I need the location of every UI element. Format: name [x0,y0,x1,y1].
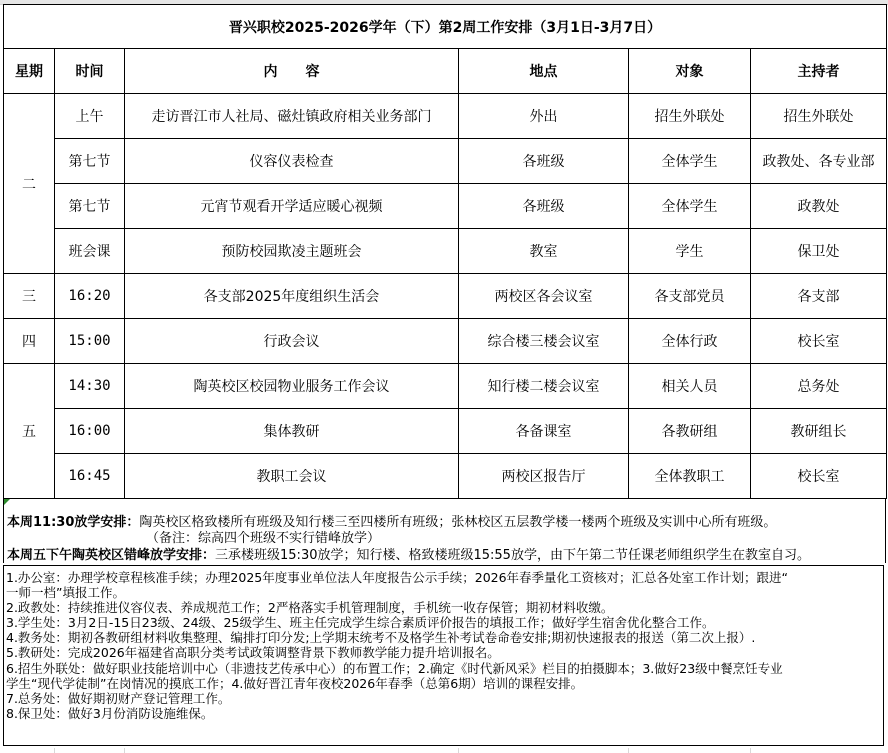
header-row [4,49,887,94]
dismissal-label: 本周11:30放学安排： [7,515,140,530]
content-cell[interactable]: 预防校园欺凌主题班会 [125,229,459,274]
schedule-title[interactable]: 晋兴职校2025-2026学年（下）第2周工作安排（3月1日-3月7日） [4,5,887,49]
host-cell[interactable]: 校长室 [751,454,887,499]
content-cell[interactable]: 教职工会议 [125,454,459,499]
time-cell[interactable]: 第七节 [55,184,125,229]
time-cell[interactable]: 上午 [55,94,125,139]
host-cell[interactable]: 教研组长 [751,409,887,454]
content-cell[interactable]: 集体教研 [125,409,459,454]
place-cell[interactable]: 综合楼三楼会议室 [459,319,629,364]
place-cell[interactable]: 两校区各会议室 [459,274,629,319]
target-cell[interactable]: 各教研组 [629,409,751,454]
header-target[interactable]: 对象 [629,49,751,94]
place-cell[interactable]: 外出 [459,94,629,139]
host-cell[interactable]: 校长室 [751,319,887,364]
place-cell[interactable]: 各备课室 [459,409,629,454]
target-cell[interactable]: 招生外联处 [629,94,751,139]
department-tasks-cell[interactable] [3,565,884,746]
weekday-cell[interactable]: 三 [4,274,55,319]
content-cell[interactable]: 陶英校区校园物业服务工作会议 [125,364,459,409]
weekday-cell[interactable]: 五 [4,364,55,499]
place-cell[interactable]: 两校区报告厅 [459,454,629,499]
weekly-schedule-table [3,4,887,499]
target-cell[interactable]: 全体教职工 [629,454,751,499]
host-cell[interactable]: 各支部 [751,274,887,319]
task-line: 4.教务处：期初各教研组材料收集整理、编排打印分发;上学期末统考不及格学生补考试卷命卷安排;期初快速报表的报送（第二次上报）. [6,630,756,646]
host-cell[interactable]: 总务处 [751,364,887,409]
task-line: 7.总务处：做好期初财产登记管理工作。 [6,690,231,706]
table-row [4,454,887,499]
host-cell[interactable]: 政教处 [751,184,887,229]
table-row [4,409,887,454]
friday-dismissal-label: 本周五下午陶英校区错峰放学安排： [7,548,216,563]
target-cell[interactable]: 学生 [629,229,751,274]
task-line: 2.政教处：持续推进仪容仪表、养成规范工作；2严格落实手机管理制度，手机统一收存保管；期初材料收缴。 [6,600,614,616]
content-cell[interactable]: 走访晋江市人社局、磁灶镇政府相关业务部门 [125,94,459,139]
dismissal-remark: （备注：综高四个班级不实行错峰放学） [146,531,381,546]
header-place[interactable]: 地点 [459,49,629,94]
place-cell[interactable]: 各班级 [459,184,629,229]
content-cell[interactable]: 行政会议 [125,319,459,364]
place-cell[interactable]: 各班级 [459,139,629,184]
table-row [4,184,887,229]
host-cell[interactable]: 招生外联处 [751,94,887,139]
target-cell[interactable]: 全体学生 [629,184,751,229]
weekday-cell[interactable]: 四 [4,319,55,364]
table-row [4,319,887,364]
weekday-cell[interactable]: 二 [4,94,55,274]
spreadsheet-gridlines [0,748,888,753]
task-line: 5.教研处：完成2026年福建省高职分类考试政策调整背景下教师教学能力提升培训报名。 [6,645,500,661]
place-cell[interactable]: 教室 [459,229,629,274]
task-line: 8.保卫处：做好3月份消防设施维保。 [6,705,214,721]
task-line: 1.办公室：办理学校章程核准手续；办理2025年度事业单位法人年度报告公示手续；2026年春季量化工资核对；汇总各处室工作计划；跟进“ [6,570,789,585]
target-cell[interactable]: 全体行政 [629,319,751,364]
dismissal-text: 陶英校区格致楼所有班级及知行楼三至四楼所有班级；张林校区五层教学楼一楼两个班级及实训中心所有班级。 [139,515,777,530]
time-cell[interactable]: 16:00 [55,409,125,454]
task-line: 3.学生处：3月2日-15日23级、24级、25级学生、班主任完成学生综合素质评价报告的填报工作；做好学生宿舍优化整合工作。 [6,615,715,631]
time-cell[interactable]: 15:00 [55,319,125,364]
content-cell[interactable]: 仪容仪表检查 [125,139,459,184]
time-cell[interactable]: 班会课 [55,229,125,274]
header-weekday[interactable]: 星期 [4,49,55,94]
table-row [4,364,887,409]
table-row [4,94,887,139]
target-cell[interactable]: 各支部党员 [629,274,751,319]
task-line: 6.招生外联处：做好职业技能培训中心（非遗技艺传承中心）的布置工作；2.确定《时代新风采》栏目的拍摄脚本；3.做好23级中餐烹饪专业 [6,660,783,676]
time-cell[interactable]: 14:30 [55,364,125,409]
header-host[interactable]: 主持者 [751,49,887,94]
header-time[interactable]: 时间 [55,49,125,94]
table-row [4,139,887,184]
host-cell[interactable]: 政教处、各专业部 [751,139,887,184]
table-row [4,274,887,319]
friday-dismissal-line [7,544,810,563]
task-line: 学生“现代学徒制”在岗情况的摸底工作；4.做好晋江青年夜校2026年春季（总第6期）培训的课程安排。 [6,675,584,691]
table-row [4,229,887,274]
target-cell[interactable]: 全体学生 [629,139,751,184]
content-cell[interactable]: 各支部2025年度组织生活会 [125,274,459,319]
dismissal-notes-cell[interactable] [3,499,886,563]
header-content[interactable]: 内 容 [125,49,459,94]
place-cell[interactable]: 知行楼二楼会议室 [459,364,629,409]
target-cell[interactable]: 相关人员 [629,364,751,409]
time-cell[interactable]: 第七节 [55,139,125,184]
time-cell[interactable]: 16:45 [55,454,125,499]
comment-indicator-icon [4,499,10,505]
time-cell[interactable]: 16:20 [55,274,125,319]
host-cell[interactable]: 保卫处 [751,229,887,274]
content-cell[interactable]: 元宵节观看开学适应暖心视频 [125,184,459,229]
friday-dismissal-text: 三承楼班级15:30放学；知行楼、格致楼班级15:55放学，由下午第二节任课老师组织学生在教室自习。 [215,548,810,563]
dismissal-note-line [7,511,776,530]
task-line: 一师一档”填报工作。 [6,585,125,601]
